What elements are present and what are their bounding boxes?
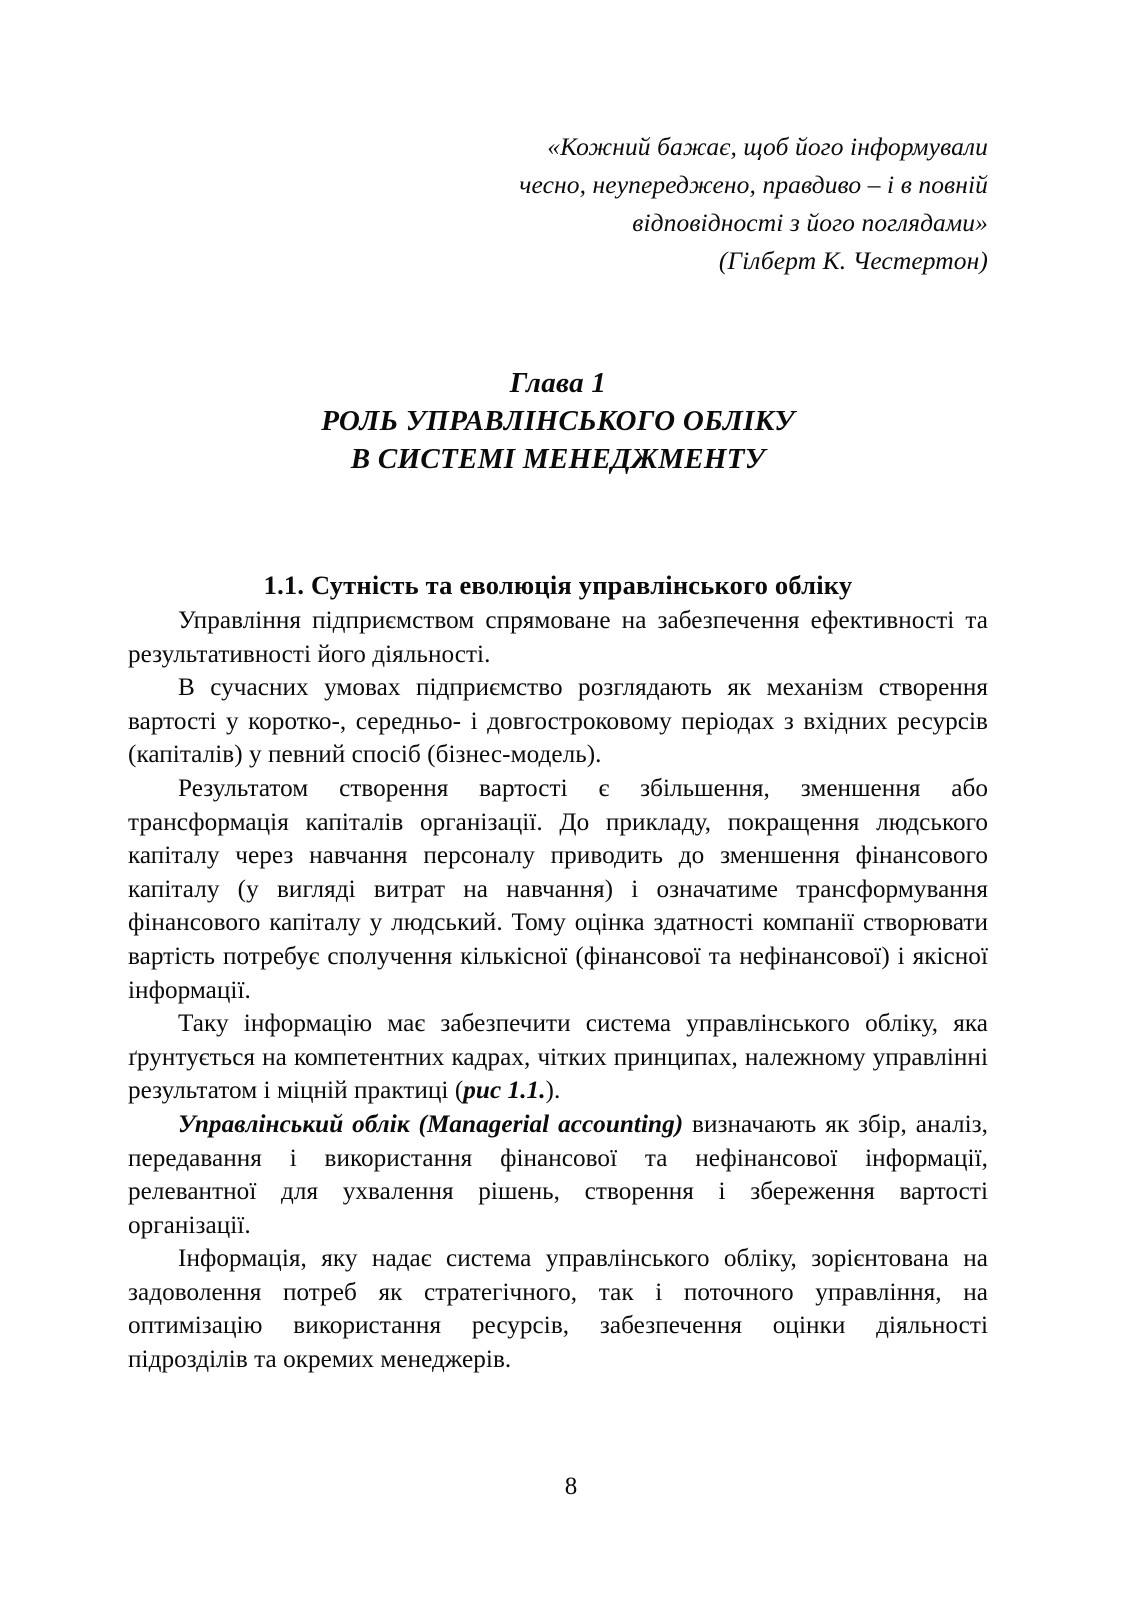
body-text bbox=[128, 604, 988, 1377]
epigraph-line-3: відповідності з його поглядами» bbox=[632, 208, 988, 237]
epigraph-block bbox=[128, 128, 988, 280]
paragraph: Управлінський облік (Managerial accounting) визначають як збір, аналіз, передавання і використання фінансової та нефінансової інформації, релевантної для ухвалення рішень, створення і збереження вартості організації. bbox=[128, 1110, 988, 1239]
page-number: 8 bbox=[564, 1473, 578, 1500]
emphasis-run: Управлінський облік (Managerial accounting) bbox=[178, 1110, 684, 1138]
paragraph: Управління підприємством спрямоване на забезпечення ефективності та результативності його діяльності. bbox=[128, 607, 988, 668]
epigraph-attribution: (Гілберт К. Честертон) bbox=[718, 246, 988, 275]
section-heading: 1.1. Сутність та еволюція управлінського обліку bbox=[263, 569, 853, 600]
paragraph: Результатом створення вартості є збільшення, зменшення або трансформація капіталів організації. До прикладу, покращення людського капіталу через навчання персоналу приводить до зменшення фінансового капіталу (у вигляді витрат на навчання) і означатиме трансформування фінансового капіталу у людський. Тому оцінка здатності компанії створювати вартість потребує сполучення кількісної (фінансової та нефінансової) і якісної інформації. bbox=[128, 774, 988, 1004]
chapter-title-line-1: РОЛЬ УПРАВЛІНСЬКОГО ОБЛІКУ bbox=[321, 405, 795, 437]
chapter-title-block bbox=[128, 364, 988, 478]
chapter-title-line-2: В СИСТЕМІ МЕНЕДЖМЕНТУ bbox=[350, 443, 766, 475]
paragraph: В сучасних умовах підприємство розглядають як механізм створення вартості у коротко-, середньо- і довгостроковому періодах з вхідних ресурсів (капіталів) у певний спосіб (бізнес-модель). bbox=[128, 674, 988, 769]
paragraph: Інформація, яку надає система управлінського обліку, зорієнтована на задоволення потреб як стратегічного, так і поточного управління, на оптимізацію використання ресурсів, забезпечення оцінки діяльності підрозділів та окремих менеджерів. bbox=[128, 1245, 988, 1374]
emphasis-run: рис 1.1. bbox=[463, 1077, 546, 1105]
epigraph-line-1: «Кожний бажає, щоб його інформували bbox=[547, 132, 988, 161]
chapter-number: Глава 1 bbox=[509, 367, 607, 399]
epigraph-line-2: чесно, неупереджено, правдиво – і в повній bbox=[519, 170, 988, 199]
paragraph: Таку інформацію має забезпечити система управлінського обліку, яка ґрунтується на компетентних кадрах, чітких принципах, належному управлінні результатом і міцній практиці (рис 1.1.). bbox=[128, 1010, 988, 1105]
